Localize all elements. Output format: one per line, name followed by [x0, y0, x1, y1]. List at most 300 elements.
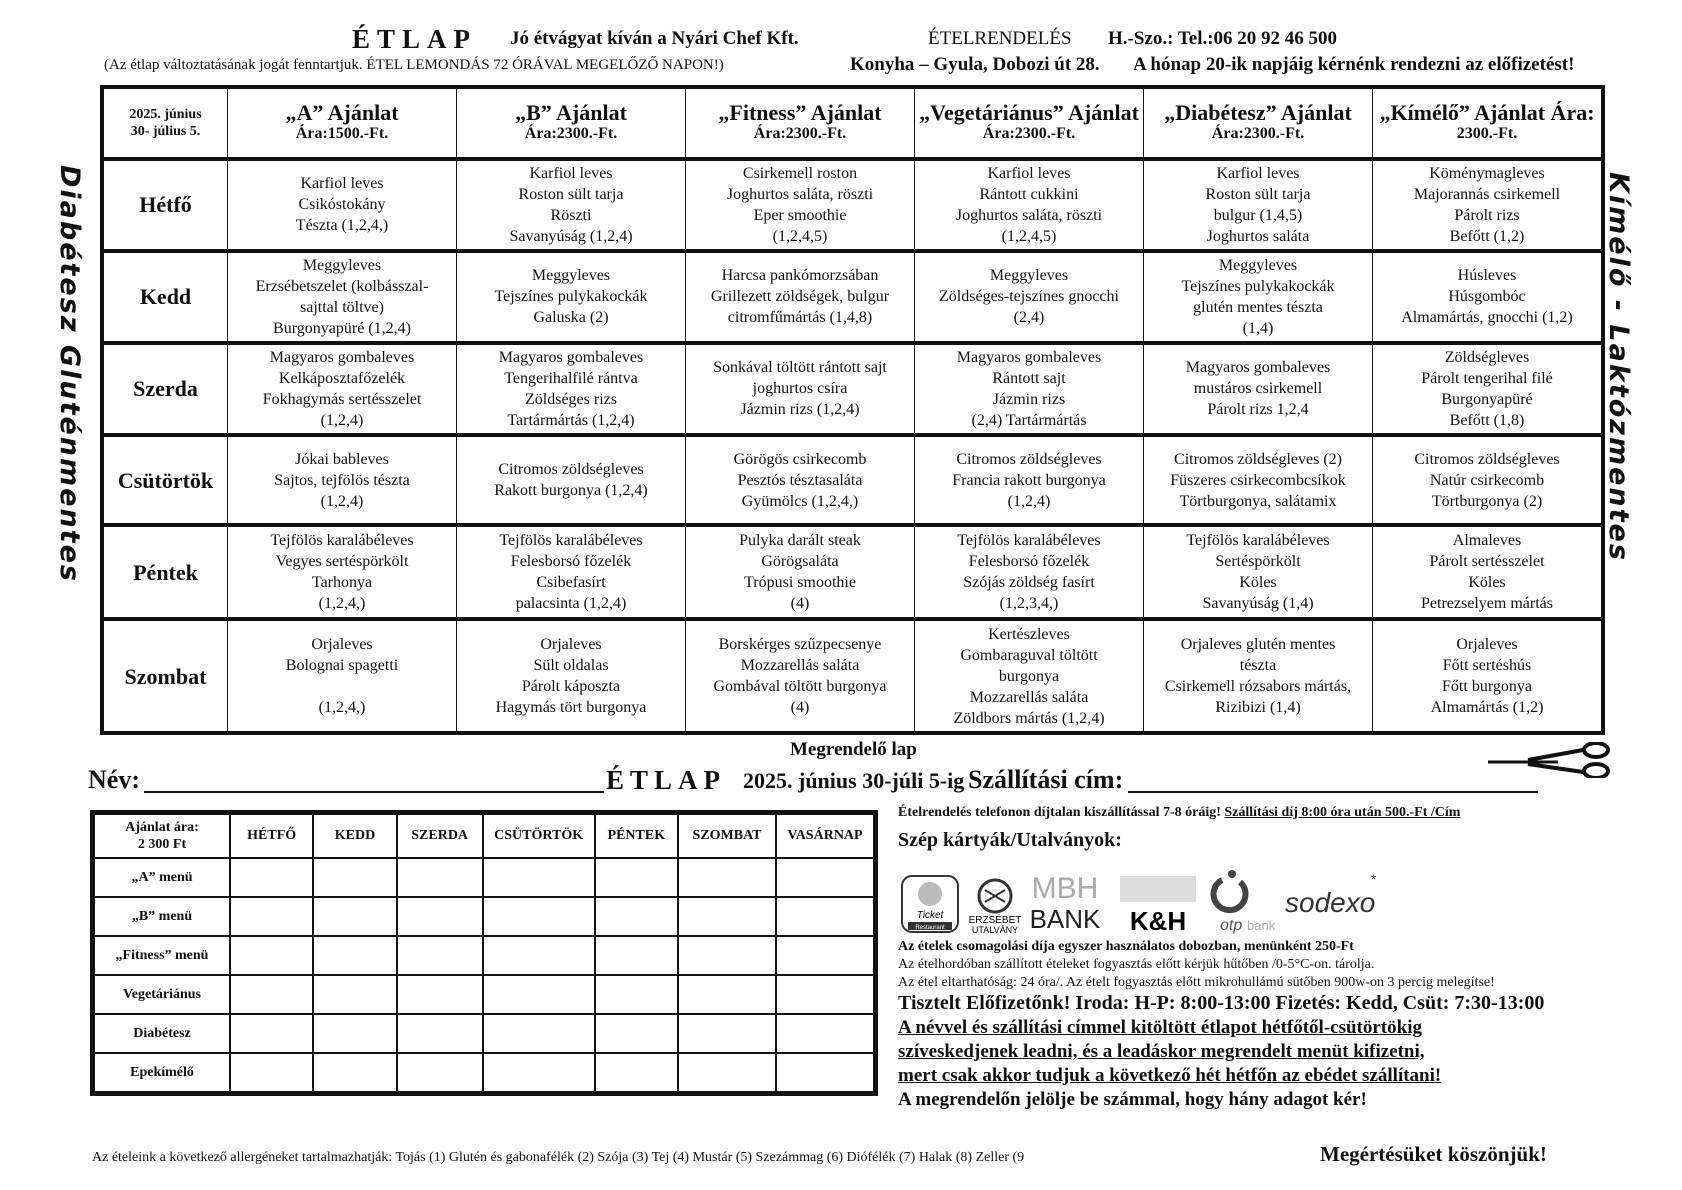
- order-quantity-cell[interactable]: [483, 858, 595, 897]
- cards-label: Szép kártyák/Utalványok:: [898, 829, 1122, 851]
- order-quantity-cell[interactable]: [397, 975, 483, 1014]
- order-row: [94, 1014, 874, 1053]
- dish-line: Szójás zöldség fasírt: [963, 574, 1095, 592]
- dish-line: [232, 676, 452, 697]
- offer-price: Ára:2300.-Ft.: [1211, 125, 1305, 143]
- dish-line: Meggyleves: [531, 267, 611, 285]
- name-label: Név:: [88, 765, 140, 794]
- offer-price: Ára:2300.-Ft.: [524, 125, 618, 143]
- menu-cell: [686, 619, 915, 731]
- dish-line: Grillezett zöldségek, bulgur: [710, 288, 890, 306]
- order-day-header: HÉTFŐ: [230, 814, 313, 858]
- order-quantity-cell[interactable]: [313, 1053, 396, 1092]
- order-quantity-cell[interactable]: [313, 858, 396, 897]
- name-field[interactable]: [144, 791, 604, 793]
- dish-line: Tengerihalfilé rántva: [504, 369, 638, 387]
- dish-line: Párolt rizs: [1454, 206, 1520, 224]
- menu-cell: [686, 525, 915, 619]
- dish-line: Roston sült tarja: [1205, 185, 1311, 203]
- dish-line: Orjaleves: [311, 636, 373, 654]
- offer-name: „Vegetáriánus” Ajánlat: [919, 100, 1139, 126]
- dish-line: Röszti: [550, 206, 592, 224]
- ticket-sub-text: Restaurant: [915, 925, 945, 931]
- order-quantity-cell[interactable]: [397, 936, 483, 975]
- menu-cell: [915, 435, 1144, 525]
- kh-text: K&H: [1129, 906, 1187, 934]
- order-quantity-cell[interactable]: [595, 1053, 678, 1092]
- dish-line: Sertéspörkölt: [1215, 553, 1301, 571]
- dish-line: Joghurtos saláta, röszti: [955, 206, 1103, 224]
- menu-cell: [1144, 159, 1373, 251]
- side-label-right: Kímélő - Laktózmentes: [1603, 172, 1634, 562]
- dish-line: Burgonyapüré (1,2,4): [273, 319, 411, 337]
- order-quantity-cell[interactable]: [776, 897, 874, 936]
- dish-line: Hagymás tört burgonya: [495, 699, 647, 717]
- menu-cell: [228, 159, 457, 251]
- order-quantity-cell[interactable]: [397, 1014, 483, 1053]
- week-date-line: 30- július 5.: [130, 123, 201, 139]
- dish-line: Köles: [1468, 574, 1506, 592]
- order-row: [94, 1053, 874, 1092]
- order-quantity-cell[interactable]: [595, 897, 678, 936]
- erzsebet-text: ERZSÉBET: [968, 915, 1022, 926]
- mbh-bank-logo: [1030, 872, 1101, 934]
- menu-cell: [228, 343, 457, 435]
- week-date-line: 2025. június: [129, 106, 202, 122]
- dish-line: (1,2,4,): [318, 699, 366, 717]
- order-quantity-cell[interactable]: [776, 858, 874, 897]
- dish-line: Gombával töltött burgonya: [713, 678, 887, 696]
- menu-cell: [228, 619, 457, 731]
- dish-line: Párolt káposzta: [521, 678, 621, 696]
- dish-line: bulgur (1,4,5): [1213, 206, 1303, 224]
- order-quantity-cell[interactable]: [776, 1014, 874, 1053]
- header-top-row: [0, 24, 1682, 52]
- page-title: ÉTLAP: [352, 24, 478, 54]
- slogan: Jó étvágyat kíván a Nyári Chef Kft.: [510, 28, 799, 49]
- dish-line: Csibefasírt: [536, 574, 606, 592]
- payment-deadline: A hónap 20-ik napjáig kérnénk rendezni az előfizetést!: [1133, 54, 1575, 75]
- order-menu-label: Diabétesz: [94, 1014, 230, 1053]
- dish-line: Karfiol leves: [529, 164, 613, 182]
- order-quantity-cell[interactable]: [230, 858, 313, 897]
- address-label: Szállítási cím:: [968, 765, 1124, 794]
- dish-line: (2,4) Tartármártás: [971, 411, 1087, 429]
- dish-line: Savanyúság (1,4): [1202, 595, 1314, 613]
- dish-line: Mozzarellás saláta: [969, 688, 1089, 706]
- order-quantity-cell[interactable]: [595, 1014, 678, 1053]
- packaging-note: Az ételek csomagolási díja egyszer használatos dobozban, menünként 250-Ft: [898, 939, 1354, 954]
- dish-line: Gyümölcs (1,2,4,): [741, 492, 859, 510]
- day-label: Kedd: [104, 251, 228, 343]
- menu-cell: [686, 251, 915, 343]
- menu-cell: [1373, 251, 1602, 343]
- dish-line: Magyaros gombaleves: [956, 348, 1102, 366]
- info-block: [898, 805, 1598, 852]
- order-quantity-cell[interactable]: [678, 1014, 776, 1053]
- menu-day-row: [104, 251, 1602, 343]
- dish-line: glutén mentes tészta: [1193, 298, 1323, 316]
- menu-cell: [228, 251, 457, 343]
- dish-line: Párolt tengerihal filé: [1421, 369, 1553, 387]
- menu-cell: [1144, 435, 1373, 525]
- order-day-header: PÉNTEK: [595, 814, 678, 858]
- kitchen-address: Konyha – Gyula, Dobozi út 28.: [850, 54, 1100, 75]
- dish-line: Magyaros gombaleves: [269, 348, 415, 366]
- order-quantity-cell[interactable]: [678, 1053, 776, 1092]
- order-grid: [90, 810, 878, 1096]
- menu-cell: [228, 525, 457, 619]
- dish-line: Citromos zöldségleves: [1414, 450, 1560, 468]
- dish-line: Almamártás, gnocchi (1,2): [1401, 309, 1573, 327]
- kh-logo: [1120, 876, 1196, 934]
- dish-line: Törtburgonya, salátamix: [1179, 492, 1337, 510]
- dish-line: burgonya: [998, 667, 1060, 685]
- order-day-header: SZOMBAT: [678, 814, 776, 858]
- order-quantity-cell[interactable]: [313, 975, 396, 1014]
- order-quantity-cell[interactable]: [230, 897, 313, 936]
- svg-text:*: *: [1371, 871, 1377, 887]
- order-quantity-cell[interactable]: [397, 1053, 483, 1092]
- dish-line: (1,2,4): [320, 411, 364, 429]
- dish-line: Erzsébetszelet (kolbásszal-: [255, 277, 429, 295]
- order-dates: 2025. június 30-júli 5-ig: [743, 768, 965, 793]
- menu-cell: [457, 525, 686, 619]
- dish-line: Trópusi smoothie: [744, 574, 856, 592]
- dish-line: Befőtt (1,8): [1449, 411, 1525, 429]
- order-quantity-cell[interactable]: [483, 897, 595, 936]
- change-notice: (Az étlap változtatásának jogát fenntartjuk. ÉTEL LEMONDÁS 72 ÓRÁVAL MEGELŐZŐ NAPON!): [104, 57, 724, 73]
- order-quantity-cell[interactable]: [483, 1053, 595, 1092]
- order-name-row: [88, 765, 1608, 799]
- order-quantity-cell[interactable]: [678, 975, 776, 1014]
- day-label: Szerda: [104, 343, 228, 435]
- order-quantity-cell[interactable]: [483, 936, 595, 975]
- order-row: [94, 858, 874, 897]
- dish-line: (4): [790, 699, 810, 717]
- order-quantity-cell[interactable]: [776, 936, 874, 975]
- dish-line: palacsinta (1,2,4): [515, 595, 627, 613]
- order-quantity-cell[interactable]: [776, 1053, 874, 1092]
- day-label: Hétfő: [104, 159, 228, 251]
- dish-line: Citromos zöldségleves: [498, 461, 644, 479]
- order-quantity-cell[interactable]: [678, 897, 776, 936]
- delivery-fee: Szállítási díj 8:00 óra után 500.-Ft /Cím: [1224, 805, 1461, 820]
- allergen-list: Az ételeink a következő allergéneket tartalmazhatják: Tojás (1) Glutén és gabonafélék (2) Szója (3) Tej (4) Mustár (5) Szezámmag (6) Diófélék (7) Halak (8) Zeller (9: [92, 1150, 1025, 1165]
- dish-line: Roston sült tarja: [518, 185, 624, 203]
- dish-line: (1,2,4,5): [1001, 227, 1057, 245]
- offer-price: Ára:1500.-Ft.: [295, 125, 389, 143]
- ticket-logo: [902, 876, 958, 932]
- order-quantity-cell[interactable]: [397, 858, 483, 897]
- dish-line: Jázmin rizs (1,2,4): [740, 401, 860, 419]
- offer-header-fitness: [686, 89, 915, 159]
- erzsebet-logo: [969, 880, 1022, 934]
- sodexo-logo: [1285, 871, 1377, 918]
- phone-number: H.-Szo.: Tel.:06 20 92 46 500: [1108, 28, 1338, 49]
- offer-header-b: [457, 89, 686, 159]
- dish-line: Orjaleves: [1456, 636, 1518, 654]
- dish-line: Rántott cukkini: [979, 185, 1079, 203]
- dish-line: Eper smoothie: [753, 206, 847, 224]
- menu-day-row: [104, 435, 1602, 525]
- dish-line: Majorannás csirkemell: [1413, 185, 1561, 203]
- dish-line: Natúr csirkecomb: [1429, 471, 1545, 489]
- dish-line: Meggyleves: [989, 267, 1069, 285]
- thanks-note: Megértésüket köszönjük!: [1320, 1142, 1547, 1166]
- dish-line: Meggyleves: [1218, 256, 1298, 274]
- menu-cell: [915, 159, 1144, 251]
- info-notes: [898, 938, 1618, 992]
- offer-price: 2300.-Ft.: [1456, 125, 1518, 143]
- order-quantity-cell[interactable]: [595, 858, 678, 897]
- menu-cell: [915, 251, 1144, 343]
- menu-cell: [457, 251, 686, 343]
- order-table: [93, 813, 875, 1093]
- dish-line: Petrezselyem mártás: [1421, 595, 1553, 613]
- order-quantity-cell[interactable]: [595, 936, 678, 975]
- dish-line: Joghurtos saláta: [1206, 227, 1310, 245]
- dish-line: Citromos zöldségleves: [956, 450, 1102, 468]
- menu-cell: [228, 435, 457, 525]
- menu-cell: [457, 159, 686, 251]
- order-quantity-cell[interactable]: [230, 1053, 313, 1092]
- menu-cell: [915, 343, 1144, 435]
- dish-line: Pulyka darált steak: [739, 532, 861, 550]
- menu-day-row: [104, 619, 1602, 731]
- dish-line: Tejfölös karalábéleves: [1186, 532, 1330, 550]
- dish-line: Citromos zöldségleves (2): [1174, 450, 1342, 468]
- dish-line: Tészta (1,2,4,): [295, 217, 389, 235]
- order-day-header: VASÁRNAP: [776, 814, 874, 858]
- dish-line: Tarhonya: [311, 574, 373, 592]
- dish-line: Rakott burgonya (1,2,4): [494, 482, 648, 500]
- offer-header-vegetarian: [915, 89, 1144, 159]
- notice-line: mert csak akkor tudjuk a következő hét hétfőn az ebédet szállítani!: [898, 1065, 1442, 1086]
- order-day-header: KEDD: [313, 814, 396, 858]
- dish-line: Kelkáposztafőzelék: [278, 369, 406, 387]
- day-label: Péntek: [104, 525, 228, 619]
- dish-line: Zöldséges rizs: [525, 390, 617, 408]
- menu-cell: [1144, 525, 1373, 619]
- dish-line: tészta: [1239, 657, 1277, 675]
- dish-line: Párolt sertésszelet: [1429, 553, 1545, 571]
- dish-line: Jázmin rizs: [992, 390, 1066, 408]
- dish-line: Joghurtos saláta, röszti: [726, 185, 874, 203]
- menu-cell: [457, 343, 686, 435]
- order-menu-label: „Fitness” menü: [94, 936, 230, 975]
- ticket-text: Ticket: [916, 910, 944, 921]
- dish-line: Magyaros gombaleves: [498, 348, 644, 366]
- order-quantity-cell[interactable]: [230, 1014, 313, 1053]
- dish-line: Magyaros gombaleves: [1185, 359, 1331, 377]
- menu-cell: [1373, 525, 1602, 619]
- order-quantity-cell[interactable]: [678, 858, 776, 897]
- dish-line: Vegyes sertéspörkölt: [275, 553, 409, 571]
- menu-header-row: [104, 89, 1602, 159]
- dish-line: Francia rakott burgonya: [952, 471, 1106, 489]
- dish-line: Almaleves: [1452, 532, 1522, 550]
- office-hours: Tisztelt Előfizetőnk! Iroda: H-P: 8:00-13:00 Fizetés: Kedd, Csüt: 7:30-13:00: [898, 992, 1545, 1014]
- dish-line: Karfiol leves: [300, 175, 384, 193]
- dish-line: Tejszínes pulykakockák: [1181, 277, 1335, 295]
- otp-sub-text: bank: [1247, 918, 1276, 933]
- menu-day-row: [104, 343, 1602, 435]
- dish-line: (1,2,4,5): [772, 227, 828, 245]
- order-header-row: [94, 814, 874, 858]
- order-form-heading: Megrendelő lap: [790, 739, 917, 760]
- day-label: Csütörtök: [104, 435, 228, 525]
- dish-line: (1,2,4): [1007, 492, 1051, 510]
- dish-line: joghurtos csíra: [752, 380, 848, 398]
- order-quantity-cell[interactable]: [397, 897, 483, 936]
- menu-cell: [686, 435, 915, 525]
- offer-price: Ára:2300.-Ft.: [982, 125, 1076, 143]
- offer-name: „Diabétesz” Ajánlat: [1164, 100, 1352, 126]
- dish-line: Sonkával töltött rántott sajt: [713, 359, 887, 377]
- dish-line: Tejfölös karalábéleves: [499, 532, 643, 550]
- dish-line: Gombaraguval töltött: [960, 646, 1098, 664]
- menu-cell: [915, 619, 1144, 731]
- dish-line: Tejfölös karalábéleves: [957, 532, 1101, 550]
- order-day-header: SZERDA: [397, 814, 483, 858]
- order-menu-label: Epekímélő: [94, 1053, 230, 1092]
- dish-line: Karfiol leves: [1216, 164, 1300, 182]
- dish-line: Zöldséges-tejszínes gnocchi: [939, 288, 1119, 306]
- offer-name: „B” Ajánlat: [515, 100, 627, 126]
- dish-line: Savanyúság (1,2,4): [509, 227, 633, 245]
- dish-line: mustáros csirkemell: [1193, 380, 1323, 398]
- dish-line: (1,2,4): [320, 492, 364, 510]
- menu-cell: [1373, 619, 1602, 731]
- order-quantity-cell[interactable]: [483, 1014, 595, 1053]
- mbh-text: MBH: [1031, 872, 1099, 905]
- dish-line: Sült oldalas: [533, 657, 609, 675]
- corner-line: 2 300 Ft: [137, 837, 187, 852]
- dish-line: Bolognai spagetti: [285, 657, 399, 675]
- dish-line: sajttal töltve): [300, 298, 384, 316]
- dish-line: Burgonyapüré: [1441, 390, 1533, 408]
- dish-line: Sajtos, tejfölös tészta: [274, 471, 410, 489]
- dish-line: Főtt burgonya: [1442, 678, 1532, 696]
- menu-table: [103, 88, 1602, 732]
- menu-cell: [1144, 251, 1373, 343]
- dish-line: Felesborsó főzelék: [968, 553, 1090, 571]
- order-row: [94, 975, 874, 1014]
- delivery-line: [898, 805, 1598, 821]
- day-label: Szombat: [104, 619, 228, 731]
- dish-line: Borskérges szűzpecsenye: [718, 636, 882, 654]
- dish-line: Rántott sajt: [992, 369, 1066, 387]
- dish-line: (1,2,4,): [318, 595, 366, 613]
- dish-line: Húsgombóc: [1448, 288, 1526, 306]
- dish-line: Fokhagymás sertésszelet: [262, 390, 422, 408]
- menu-cell: [1373, 435, 1602, 525]
- address-field[interactable]: [1128, 791, 1538, 793]
- menu-body: [104, 159, 1602, 732]
- dish-line: Tartármártás (1,2,4): [507, 411, 635, 429]
- shelf-life-note: Az étel eltarthatóság: 24 óra/. Az ételt fogyasztás előtt mikrohullámú sütőben 900w-on 3 percig melegítse!: [898, 975, 1495, 990]
- dish-line: (4): [790, 595, 810, 613]
- dish-line: Görögsaláta: [761, 553, 839, 571]
- otp-logo: [1214, 870, 1276, 934]
- dish-line: Pesztós tésztasaláta: [737, 471, 863, 489]
- otp-text: otp: [1220, 917, 1243, 934]
- order-quantity-cell[interactable]: [313, 936, 396, 975]
- dish-line: Párolt rizs 1,2,4: [1207, 401, 1309, 419]
- order-title: ÉTLAP: [606, 765, 727, 795]
- menu-cell: [457, 619, 686, 731]
- voucher-logos: [900, 862, 1440, 934]
- menu-cell: [457, 435, 686, 525]
- side-label-left: Diabétesz Gluténmentes: [54, 165, 85, 583]
- order-menu-label: „B” menü: [94, 897, 230, 936]
- order-quantity-cell[interactable]: [313, 1014, 396, 1053]
- erzsebet-sub-text: UTALVÁNY: [971, 925, 1019, 934]
- order-notice: [898, 1016, 1441, 1112]
- order-day-header: CSÜTÖRTÖK: [483, 814, 595, 858]
- dish-line: Mozzarellás saláta: [740, 657, 860, 675]
- dish-line: Rizibizi (1,4): [1215, 699, 1301, 717]
- dish-line: Orjaleves glutén mentes: [1180, 636, 1336, 654]
- dish-line: Görögös csirkecomb: [733, 450, 867, 468]
- dish-line: Köles: [1239, 574, 1277, 592]
- dish-line: Orjaleves: [540, 636, 602, 654]
- offer-name: „Kímélő” Ajánlat Ára:: [1379, 100, 1595, 126]
- order-quantity-cell[interactable]: [483, 975, 595, 1014]
- dish-line: (2,4): [1013, 309, 1045, 327]
- dish-line: Főtt sertéshús: [1442, 657, 1532, 675]
- dish-line: Jókai bableves: [295, 450, 389, 468]
- offer-header-gentle: [1373, 89, 1602, 159]
- dish-line: Kertészleves: [988, 625, 1070, 643]
- order-quantity-cell[interactable]: [776, 975, 874, 1014]
- offer-name: „A” Ajánlat: [285, 100, 399, 126]
- offer-header-diabetic: [1144, 89, 1373, 159]
- header-second-row: [0, 54, 1682, 78]
- menu-cell: [686, 159, 915, 251]
- dish-line: Tejfölös karalábéleves: [270, 532, 414, 550]
- order-row: [94, 897, 874, 936]
- order-quantity-cell[interactable]: [313, 897, 396, 936]
- dish-line: Karfiol leves: [987, 164, 1071, 182]
- mark-note: A megrendelőn jelölje be számmal, hogy hány adagot kér!: [898, 1089, 1367, 1110]
- dish-line: Almamártás (1,2): [1430, 699, 1544, 717]
- dish-line: Zöldbors mártás (1,2,4): [953, 709, 1105, 727]
- corner-line: Ajánlat ára:: [125, 820, 199, 835]
- dish-line: Befőtt (1,2): [1449, 227, 1525, 245]
- mbh-sub-text: BANK: [1029, 904, 1101, 934]
- menu-cell: [1373, 159, 1602, 251]
- menu-cell: [915, 525, 1144, 619]
- order-quantity-cell[interactable]: [595, 975, 678, 1014]
- menu-day-row: [104, 525, 1602, 619]
- menu-cell: [1144, 343, 1373, 435]
- order-quantity-cell[interactable]: [678, 936, 776, 975]
- week-date: [104, 89, 228, 159]
- dish-line: Harcsa pankómorzsában: [721, 267, 879, 285]
- order-label: ÉTELRENDELÉS: [928, 28, 1072, 49]
- order-quantity-cell[interactable]: [230, 975, 313, 1014]
- notice-line: A névvel és szállítási címmel kitöltött étlapot hétfőtől-csütörtökig: [898, 1017, 1422, 1038]
- dish-line: Felesborsó főzelék: [510, 553, 632, 571]
- dish-line: Húsleves: [1457, 267, 1517, 285]
- order-body: [94, 858, 874, 1092]
- dish-line: Köménymagleves: [1429, 164, 1545, 182]
- order-quantity-cell[interactable]: [230, 936, 313, 975]
- order-menu-label: „A” menü: [94, 858, 230, 897]
- order-menu-label: Vegetáriánus: [94, 975, 230, 1014]
